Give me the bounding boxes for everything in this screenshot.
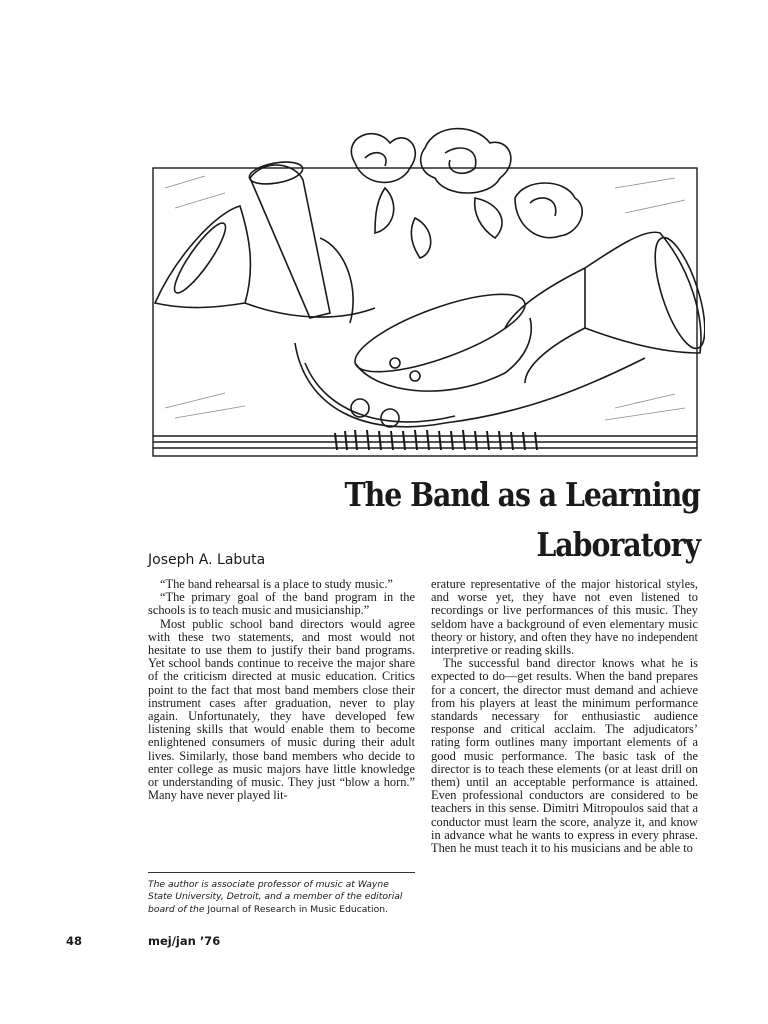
article-title: The Band as a Learning Laboratory [344,475,700,564]
body-column-left [148,578,415,802]
author-byline: Joseph A. Labuta [148,552,266,568]
footnote-text: The author is associate professor of music at Wayne State University, Detroit, and a member of the editorial board of the [148,879,403,915]
paragraph: Most public school band directors would agree with these two statements, and most would not hesitate to use them to justify their band programs. Yet school bands continue to receive the major share of the criticism directed at music education. Critics point to the fact that most band members close their instrument cases after graduation, never to play again. Unfortunately, they have developed few listening skills that would enable them to become enlightened consumers of music during their adult lives. Similarly, those band members who decide to enter college as music majors have little knowledge or understanding of music. They just “blow a horn.” Many have never played lit- [148,616,415,803]
footnote-journal-name: Journal of Research in Music Education. [207,903,388,915]
paragraph: “The primary goal of the band program in the schools is to teach music and musicianship.” [148,590,415,618]
body-column-right [431,578,698,855]
band-instruments-roses-illustration [145,118,705,468]
page-number: 48 [66,934,83,948]
footnote-divider [148,872,415,873]
paragraph: The successful band director knows what he is expected to do—get results. When the band prepares for a concert, the director must demand and achieve from his players at least the minimum performance standards necessary for enthusiastic audience response and critical acclaim. The adjudicators’ rating form outlines many important elements of a good music performance. The basic task of the director is to teach these elements (or at least drill on them) until an acceptable performance is attained. Even professional conductors are considered to be teachers in this sense. Dimitri Mitropoulos said that a conductor must learn the score, analyze it, and know in advance what he wants to express in every phrase. Then he must teach it to his musicians and be able to [431,656,698,856]
author-footnote [148,879,415,916]
paragraph: erature representative of the major historical styles, and worse yet, they have not even listened to recordings or live performances of this music. They seldom have a background of even elementary music theory or history, and often they have no independent interpretive or reading skills. [431,577,698,658]
paragraph: “The band rehearsal is a place to study music.” [160,577,393,591]
issue-label: mej/jan ’76 [148,934,221,948]
